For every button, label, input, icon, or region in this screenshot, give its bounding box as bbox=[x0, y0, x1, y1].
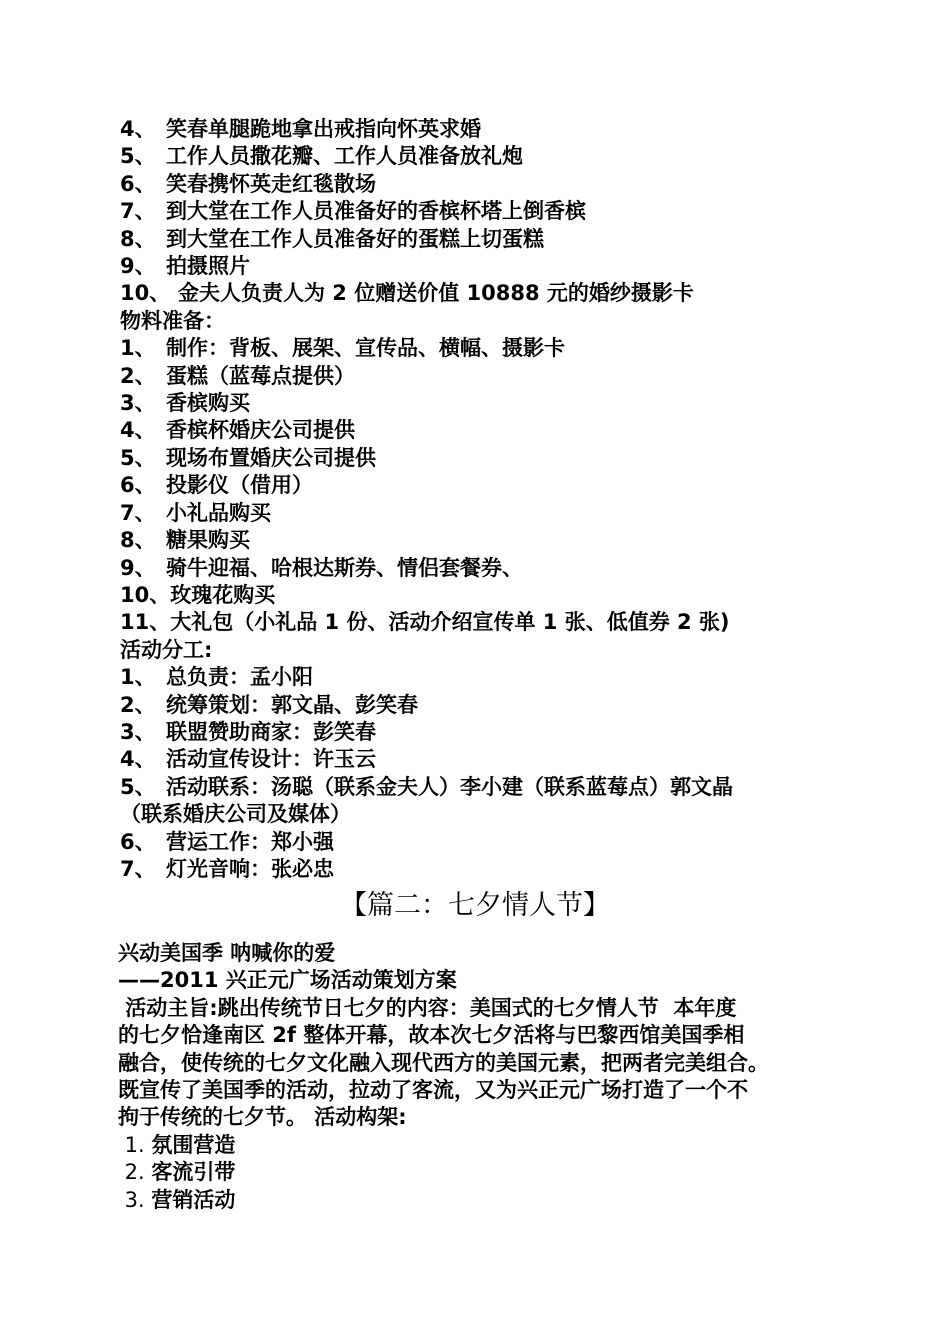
purpose-line: 融合，使传统的七夕文化融入现代西方的美国元素，把两者完美组合。 bbox=[118, 1050, 769, 1075]
materials-title: 物料准备： bbox=[120, 308, 225, 333]
list-item bbox=[120, 829, 840, 856]
section-heading: 【篇二：七夕情人节】 bbox=[340, 890, 610, 921]
list-text: 笑春携怀英走红毯散场 bbox=[166, 171, 376, 196]
list-number: 8、 bbox=[120, 528, 156, 553]
list-item bbox=[120, 445, 840, 472]
list-text: 糖果购买 bbox=[166, 528, 250, 553]
list-number: 7、 bbox=[120, 856, 156, 881]
list-text: 制作：背板、展架、宣传品、横幅、摄影卡 bbox=[166, 336, 565, 361]
list-number: 4、 bbox=[120, 117, 156, 141]
division-title: 活动分工: bbox=[120, 637, 213, 662]
list-item bbox=[120, 856, 840, 883]
list-text: 客流引带 bbox=[151, 1160, 236, 1185]
list-item bbox=[120, 116, 840, 143]
list-text: 活动宣传设计：许玉云 bbox=[166, 747, 376, 772]
list-number: 1、 bbox=[120, 336, 156, 361]
list-text: 玫瑰花购买 bbox=[170, 582, 276, 607]
list-number: 3、 bbox=[120, 719, 156, 744]
list-number: 3、 bbox=[120, 391, 156, 416]
list-item bbox=[120, 253, 840, 280]
list-text: 投影仪（借用） bbox=[166, 473, 313, 498]
list-text: 蛋糕（蓝莓点提供） bbox=[166, 363, 355, 388]
list-number: 4、 bbox=[120, 747, 156, 772]
list-number: 3. bbox=[118, 1187, 152, 1212]
list-number: 9、 bbox=[120, 555, 156, 580]
list-text: 大礼包（小礼品 1 份、活动介绍宣传单 1 张、低值券 2 张) bbox=[170, 610, 730, 635]
list-item-continuation bbox=[120, 801, 840, 828]
list-item bbox=[118, 1159, 848, 1186]
purpose-line: 既宣传了美国季的活动，拉动了客流，又为兴正元广场打造了一个不 bbox=[118, 1078, 748, 1103]
list-number: 10、 bbox=[120, 582, 171, 607]
list-item bbox=[120, 198, 840, 225]
list-text: 联盟赞助商家：彭笑春 bbox=[166, 719, 376, 744]
list-number: 6、 bbox=[120, 829, 156, 854]
list-number: 8、 bbox=[120, 226, 156, 251]
list-number: 9、 bbox=[120, 254, 156, 279]
list-item bbox=[120, 609, 840, 636]
list-item bbox=[120, 692, 840, 719]
list-text: 到大堂在工作人员准备好的香槟杯塔上倒香槟 bbox=[166, 199, 586, 224]
list-number: 2、 bbox=[120, 692, 156, 717]
list-item bbox=[120, 363, 840, 390]
list-number: 7、 bbox=[120, 500, 156, 525]
list-item bbox=[120, 143, 840, 170]
list-number: 6、 bbox=[120, 171, 156, 196]
steps-list bbox=[120, 116, 840, 883]
list-number: 1、 bbox=[120, 665, 156, 690]
list-item bbox=[120, 664, 840, 691]
list-text: 小礼品购买 bbox=[166, 500, 271, 525]
list-item bbox=[120, 555, 840, 582]
list-item bbox=[120, 226, 840, 253]
list-text: 营销活动 bbox=[151, 1187, 236, 1212]
purpose-line: 拘于传统的七夕节。 活动构架: bbox=[118, 1105, 407, 1130]
list-number: 1. bbox=[118, 1132, 152, 1157]
list-number: 5、 bbox=[120, 774, 156, 799]
list-item bbox=[120, 719, 840, 746]
list-text: 统筹策划：郭文晶、彭笑春 bbox=[166, 692, 418, 717]
list-text: 工作人员撒花瓣、工作人员准备放礼炮 bbox=[166, 144, 523, 169]
list-number: 11、 bbox=[120, 610, 171, 635]
list-item bbox=[118, 1187, 848, 1214]
list-text: 骑牛迎福、哈根达斯券、情侣套餐券、 bbox=[166, 555, 523, 580]
list-item bbox=[120, 280, 840, 307]
list-item bbox=[120, 746, 840, 773]
list-text: 氛围营造 bbox=[151, 1132, 236, 1157]
list-item bbox=[120, 582, 840, 609]
list-number: 5、 bbox=[120, 445, 156, 470]
purpose-line: 活动主旨:跳出传统节日七夕的内容：美国式的七夕情人节 本年度 bbox=[118, 995, 737, 1020]
list-text: 总负责：孟小阳 bbox=[166, 665, 313, 690]
list-text: 活动联系：汤聪（联系金夫人）李小建（联系蓝莓点）郭文晶 bbox=[166, 774, 733, 799]
list-item bbox=[120, 390, 840, 417]
list-number: 4、 bbox=[120, 418, 156, 443]
list-text: 灯光音响：张必忠 bbox=[166, 856, 334, 881]
part2-subtitle: ——2011 兴正元广场活动策划方案 bbox=[118, 968, 457, 993]
list-number: 7、 bbox=[120, 199, 156, 224]
part2-block bbox=[118, 940, 848, 1214]
list-text: 香槟购买 bbox=[166, 391, 250, 416]
list-text: 笑春单腿跪地拿出戒指向怀英求婚 bbox=[166, 117, 481, 141]
list-item bbox=[120, 171, 840, 198]
list-item bbox=[120, 500, 840, 527]
purpose-line: 的七夕恰逢南区 2f 整体开幕，故本次七夕活将与巴黎西馆美国季相 bbox=[118, 1023, 745, 1048]
list-item bbox=[120, 417, 840, 444]
part2-title: 兴动美国季 呐喊你的爱 bbox=[118, 941, 336, 965]
list-item bbox=[118, 1132, 848, 1159]
list-item bbox=[120, 774, 840, 801]
list-number: 2. bbox=[118, 1160, 152, 1185]
list-item bbox=[120, 527, 840, 554]
list-number: 10、 bbox=[120, 281, 171, 306]
list-text: 金夫人负责人为 2 位赠送价值 10888 元的婚纱摄影卡 bbox=[178, 281, 694, 306]
list-text: 香槟杯婚庆公司提供 bbox=[166, 418, 355, 443]
list-text: 现场布置婚庆公司提供 bbox=[166, 445, 376, 470]
list-number: 2、 bbox=[120, 363, 156, 388]
list-item bbox=[120, 335, 840, 362]
list-text: 拍摄照片 bbox=[166, 254, 250, 279]
list-text: 营运工作：郑小强 bbox=[166, 829, 334, 854]
list-number: 6、 bbox=[120, 473, 156, 498]
list-text: 到大堂在工作人员准备好的蛋糕上切蛋糕 bbox=[166, 226, 544, 251]
list-number: 5、 bbox=[120, 144, 156, 169]
list-text: （联系婚庆公司及媒体） bbox=[120, 802, 351, 827]
list-item bbox=[120, 472, 840, 499]
